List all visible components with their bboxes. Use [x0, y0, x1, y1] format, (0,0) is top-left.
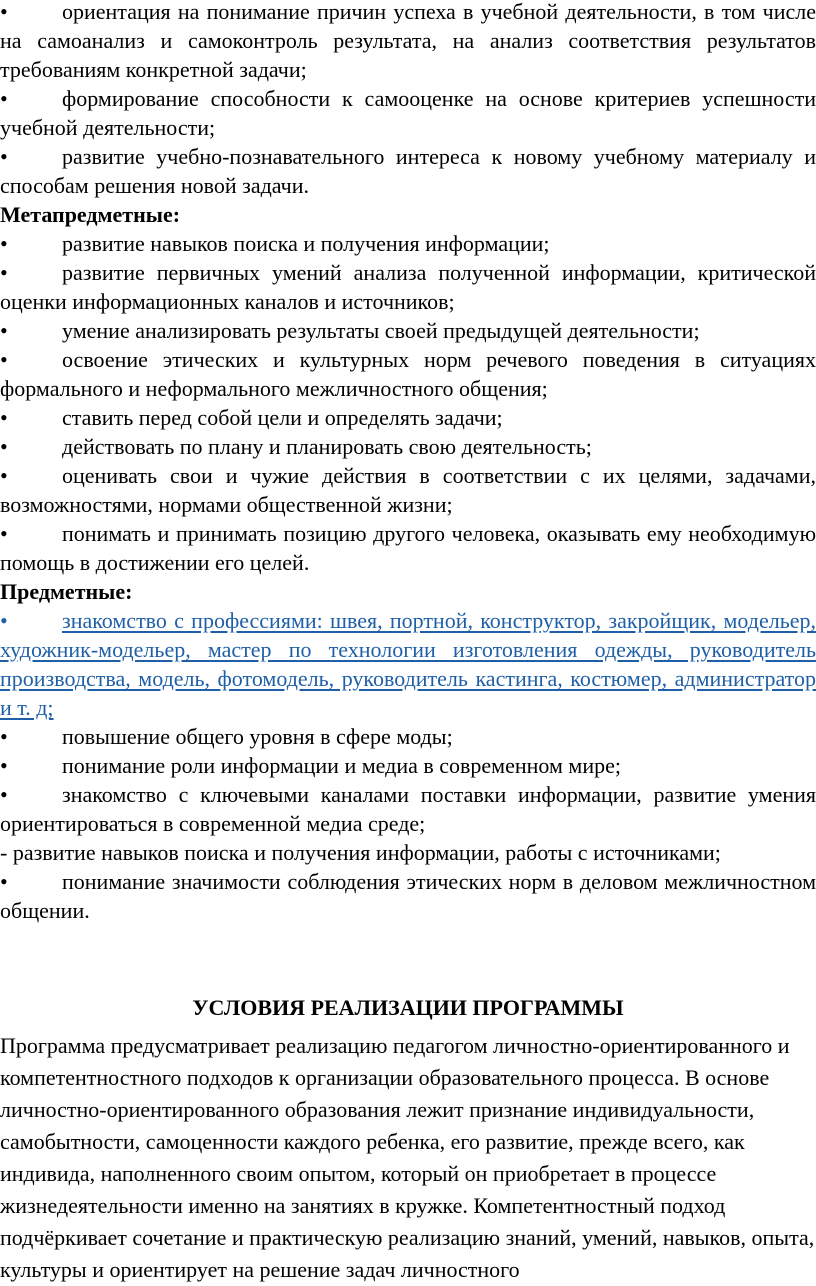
bullet: •: [0, 260, 8, 285]
list-item: • знакомство с ключевыми каналами поставки информации, развитие умения ориентироваться в современной медиа среде;: [0, 782, 816, 836]
dash-item: - развитие навыков поиска и получения информации, работы с источниками;: [0, 840, 721, 865]
list-item: • понимание значимости соблюдения этических норм в деловом межличностном общении.: [0, 869, 816, 923]
meta-heading: Метапредметные:: [0, 202, 181, 227]
bullet: •: [0, 86, 8, 111]
list-item: • понимать и принимать позицию другого человека, оказывать ему необходимую помощь в достижении его целей.: [0, 521, 816, 575]
bullet: •: [0, 434, 8, 459]
list-item: • развитие первичных умений анализа полученной информации, критической оценки информационных каналов и источников;: [0, 260, 816, 314]
bullet: •: [0, 231, 8, 256]
bullet: •: [0, 869, 8, 894]
list-item: • умение анализировать результаты своей предыдущей деятельности;: [0, 318, 700, 343]
list-item: • ставить перед собой цели и определять задачи;: [0, 405, 503, 430]
list-item: • оценивать свои и чужие действия в соответствии с их целями, задачами, возможностями, нормами общественной жизни;: [0, 463, 816, 517]
list-item: • повышение общего уровня в сфере моды;: [0, 724, 453, 749]
list-item: • действовать по плану и планировать свою деятельность;: [0, 434, 592, 459]
list-item: • ориентация на понимание причин успеха в учебной деятельности, в том числе на самоанализ и самоконтроль результата, на анализ соответствия результатов требованиям конкретной задачи;: [0, 0, 816, 84]
bullet: •: [0, 463, 8, 488]
bullet: •: [0, 347, 8, 372]
section-title: УСЛОВИЯ РЕАЛИЗАЦИИ ПРОГРАММЫ: [192, 995, 624, 1020]
list-item: • формирование способности к самооценке на основе критериев успешности учебной деятельности;: [0, 86, 816, 140]
bullet: •: [0, 0, 8, 24]
list-item: • освоение этических и культурных норм речевого поведения в ситуациях формального и неформального межличностного общения;: [0, 347, 816, 401]
bullet: •: [0, 753, 8, 778]
spacer: [0, 925, 816, 983]
bullet: •: [0, 521, 8, 546]
subject-heading: Предметные:: [0, 579, 133, 604]
bullet: •: [0, 724, 8, 749]
bullet: •: [0, 608, 8, 633]
bullet: •: [0, 318, 8, 343]
professions-link[interactable]: • знакомство с профессиями: швея, портной, конструктор, закройщик, модельер, художник-модельер, мастер по технологии изготовления одежды, руководитель производства, модель, фотомодель, руководитель кастинга, костюмер, администратор и т. д;: [0, 608, 816, 720]
list-item: • развитие учебно-познавательного интереса к новому учебному материалу и способам решения новой задачи.: [0, 144, 816, 198]
bullet: •: [0, 144, 8, 169]
list-item: • развитие навыков поиска и получения информации;: [0, 231, 550, 256]
bullet: •: [0, 405, 8, 430]
list-item: • понимание роли информации и медиа в современном мире;: [0, 753, 621, 778]
bullet: •: [0, 782, 8, 807]
section-body: Программа предусматривает реализацию педагогом личностно-ориентированного и компетентностного подходов к организации образовательного процесса. В основе личностно-ориентированного образования лежит признание индивидуальности, самобытности, самоценности каждого ребенка, его развитие, прежде всего, как индивида, наполненного своим опытом, который он приобретает в процессе жизнедеятельности именно на занятиях в кружке. Компетентностный подход подчёркивает сочетание и практическую реализацию знаний, умений, навыков, опыта, культуры и ориентирует на решение задач личностного: [0, 1033, 815, 1282]
